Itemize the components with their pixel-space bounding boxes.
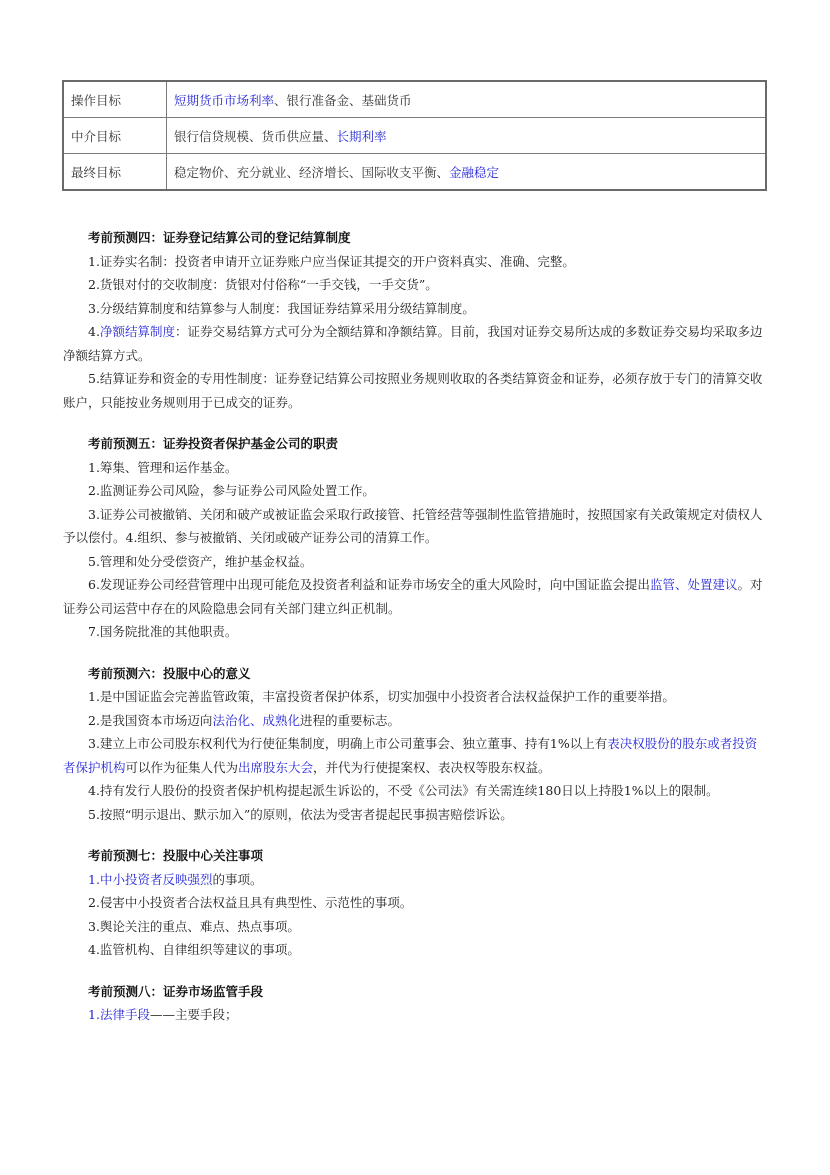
table-cell-value	[167, 81, 767, 118]
text-segment: 稳定物价、充分就业、经济增长、国际收支平衡、	[174, 164, 450, 180]
list-item	[88, 709, 766, 733]
text-segment: 5.结算证券和资金的专用性制度：证券登记结算公司按照业务规则收取的各类结算资金和证券，必须存放于专门的清算交收账户，只能按业务规则用于已成交的证券。	[63, 371, 763, 410]
list-item	[88, 273, 766, 297]
text-segment: 3.舆论关注的重点、难点、热点事项。	[88, 918, 300, 934]
text-segment: ，并代为行使提案权、表决权等股东权益。	[313, 759, 551, 775]
link-text[interactable]: 短期货币市场利率	[174, 92, 275, 108]
section-prediction-5	[63, 432, 766, 644]
link-text[interactable]: 法律手段	[99, 1007, 150, 1022]
section-prediction-8	[88, 980, 766, 1027]
section-prediction-4	[63, 226, 766, 414]
text-segment: 、银行准备金、基础货币	[274, 92, 412, 108]
text-segment: 。对证券公司运营中存在的风险隐患会同有关部门建立纠正机制。	[63, 577, 763, 616]
list-item	[63, 320, 766, 367]
list-item	[88, 915, 766, 939]
list-item	[88, 479, 766, 503]
list-item	[63, 573, 766, 620]
link-text[interactable]: 中小投资者反映强烈	[99, 871, 213, 887]
table-cell-value	[167, 118, 767, 154]
text-segment: 3.证券公司被撤销、关闭和破产或被证监会采取行政接管、托管经营等强制性监管措施时，按照国家有关政策规定对债权人予以偿付。4.组织、参与被撤销、关闭或破产证券公司的清算工作。	[63, 506, 763, 545]
text-segment: 5.管理和处分受偿资产，维护基金权益。	[88, 553, 313, 569]
text-segment: 2.监测证券公司风险，参与证券公司风险处置工作。	[88, 483, 375, 498]
list-item	[88, 620, 766, 644]
text-segment: 1.是中国证监会完善监管政策，丰富投资者保护体系，切实加强中小投资者合法权益保护工作的重要举措。	[88, 689, 675, 704]
list-item	[63, 367, 766, 414]
text-segment: 1.筹集、管理和运作基金。	[88, 459, 238, 475]
table-row-final-target	[63, 154, 766, 191]
link-text[interactable]: 出席股东大会	[238, 759, 314, 775]
text-segment: 进程的重要标志。	[299, 712, 400, 728]
text-segment: 4.监管机构、自律组织等建议的事项。	[88, 942, 300, 957]
list-item	[88, 1003, 766, 1027]
list-item	[88, 938, 766, 962]
section-heading: 考前预测五：证券投资者保护基金公司的职责	[88, 436, 339, 451]
list-item	[88, 685, 766, 709]
text-segment: ：证券交易结算方式可分为全额结算和净额结算。目前，我国对证券交易所达成的多数证券交易均采取多边净额结算方式。	[63, 324, 763, 363]
text-segment: 4.	[88, 324, 100, 339]
table-cell-label: 最终目标	[63, 154, 167, 191]
monetary-policy-targets-table	[62, 80, 767, 191]
list-item	[63, 732, 766, 779]
text-segment: 可以作为征集人代为	[125, 759, 239, 775]
table-row-intermediate-target	[63, 118, 766, 154]
table-cell-value	[167, 154, 767, 191]
prediction-sections	[63, 226, 766, 1027]
section-heading: 考前预测四：证券登记结算公司的登记结算制度	[88, 230, 351, 245]
list-item	[88, 868, 766, 892]
table-row-operating-target	[63, 81, 766, 118]
section-heading: 考前预测七：投服中心关注事项	[88, 848, 264, 863]
text-segment: 1.证券实名制：投资者申请开立证券账户应当保证其提交的开户资料真实、准确、完整。	[88, 253, 575, 269]
link-text[interactable]: 金融稳定	[449, 164, 500, 180]
link-text[interactable]: 1.	[88, 871, 100, 887]
link-text[interactable]: 法治化、成熟化	[212, 712, 300, 728]
list-item	[88, 550, 766, 574]
section-prediction-7	[88, 844, 766, 962]
link-text[interactable]: 长期利率	[336, 128, 387, 144]
text-segment: 4.持有发行人股份的投资者保护机构提起派生诉讼的，不受《公司法》有关需连续180日以上持股1%以上的限制。	[88, 783, 719, 798]
table-cell-label: 中介目标	[63, 118, 167, 154]
text-segment: 2.侵害中小投资者合法权益且具有典型性、示范性的事项。	[88, 895, 413, 910]
link-text[interactable]: 监管、处置建议	[649, 577, 738, 592]
link-text[interactable]: 表决权股份的股东或者投资者保护机构	[63, 736, 758, 775]
text-segment: 3.分级结算制度和结算参与人制度：我国证券结算采用分级结算制度。	[88, 300, 475, 316]
text-segment: 2.货银对付的交收制度：货银对付俗称“一手交钱，一手交货”。	[88, 277, 438, 292]
section-prediction-6	[63, 662, 766, 827]
list-item	[88, 803, 766, 827]
text-segment: 2.是我国资本市场迈向	[88, 712, 213, 728]
text-segment: ——主要手段；	[149, 1007, 238, 1022]
list-item	[88, 250, 766, 274]
list-item	[88, 456, 766, 480]
list-item	[88, 891, 766, 915]
text-segment: 3.建立上市公司股东权利代为行使征集制度，明确上市公司董事会、独立董事、持有1%以上有	[88, 736, 608, 751]
text-segment: 7.国务院批准的其他职责。	[88, 624, 238, 639]
list-item	[63, 503, 766, 550]
text-segment: 的事项。	[212, 871, 263, 887]
text-segment: 5.按照“明示退出、默示加入”的原则，依法为受害者提起民事损害赔偿诉讼。	[88, 806, 513, 822]
text-segment: 6.发现证券公司经营管理中出现可能危及投资者利益和证券市场安全的重大风险时，向中国证监会提出	[88, 577, 650, 592]
section-heading: 考前预测八：证券市场监管手段	[88, 983, 264, 999]
table-cell-label: 操作目标	[63, 81, 167, 118]
list-item	[63, 779, 766, 803]
text-segment: 银行信贷规模、货币供应量、	[174, 128, 337, 144]
link-text[interactable]: 1.	[88, 1007, 100, 1022]
section-heading: 考前预测六：投服中心的意义	[88, 665, 251, 681]
link-text[interactable]: 净额结算制度	[99, 324, 175, 339]
list-item	[88, 297, 766, 321]
